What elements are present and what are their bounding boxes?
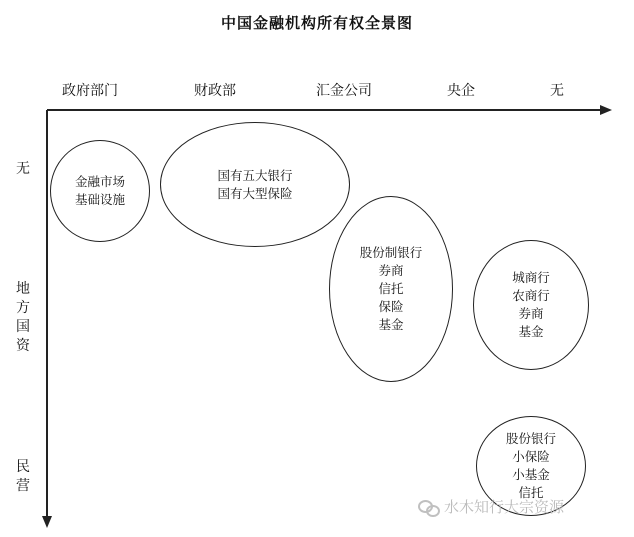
column-label-none: 无 (550, 83, 564, 99)
bubble-joint-stock-banks (329, 196, 453, 382)
column-label-government: 政府部门 (62, 83, 118, 99)
bubble-line: 国有五大银行 (217, 167, 293, 183)
bubble-line: 基金 (378, 317, 404, 332)
bubble-line: 信托 (518, 485, 544, 500)
bubble-market-infrastructure (50, 140, 150, 242)
bubble-line: 股份银行 (505, 431, 556, 446)
row-label-private: 民营 (16, 459, 30, 494)
bubble-line: 股份制银行 (359, 245, 423, 260)
bubble-line: 保险 (378, 299, 404, 314)
bubble-line: 信托 (378, 281, 404, 296)
bubble-line: 基础设施 (74, 192, 125, 207)
bubble-line: 小基金 (512, 467, 550, 482)
watermark-text: 水木知行大宗资源 (444, 498, 565, 516)
bubble-line: 城商行 (512, 270, 550, 285)
watermark (418, 496, 564, 517)
row-label-none: 无 (16, 161, 30, 177)
bubble-state-banks (160, 122, 350, 247)
x-axis-arrow (600, 105, 612, 115)
y-axis-arrow (42, 516, 52, 528)
bubble-line: 国有大型保险 (217, 185, 293, 201)
bubble-line: 农商行 (512, 288, 550, 303)
wechat-icon (418, 499, 438, 515)
bubble-line: 券商 (378, 263, 404, 278)
column-label-huijin: 汇金公司 (316, 83, 372, 99)
diagram-title: 中国金融机构所有权全景图 (220, 14, 413, 32)
bubble-line: 小保险 (512, 449, 550, 464)
bubble-line: 券商 (518, 306, 544, 321)
column-label-central-soe: 央企 (447, 83, 475, 99)
column-label-ministry-of-finance: 财政部 (194, 83, 236, 99)
bubble-city-commercial-banks (473, 240, 589, 370)
bubble-line: 金融市场 (74, 174, 125, 189)
row-label-local-state-assets: 地方国资 (16, 281, 30, 354)
bubble-line: 基金 (518, 324, 544, 339)
